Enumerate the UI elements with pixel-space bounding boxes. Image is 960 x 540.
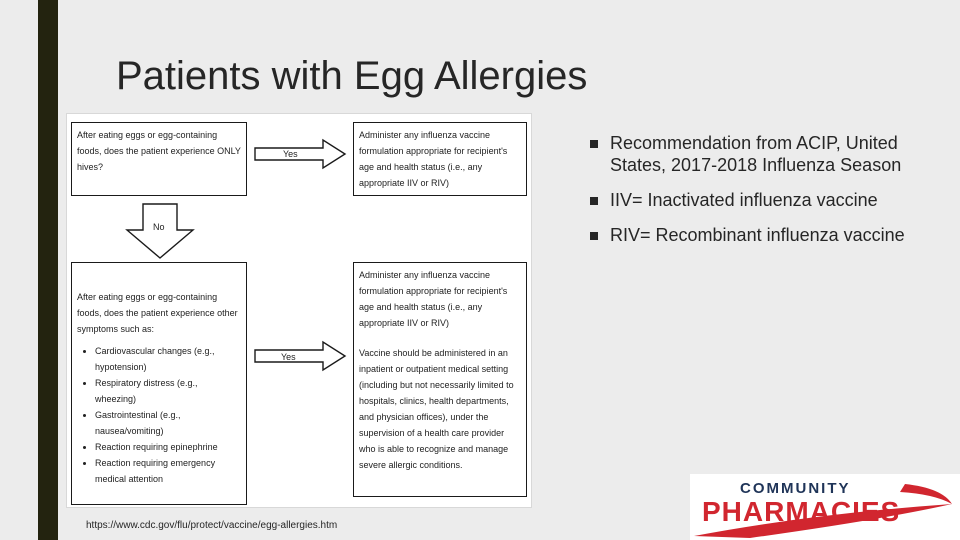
action-2-text-1: Administer any influenza vaccine formulation appropriate for recipient's age and health status (i.e., any appropriate IIV or RIV): [359, 270, 508, 328]
bullet-text: IIV= Inactivated influenza vaccine: [610, 190, 878, 210]
community-pharmacies-logo: [690, 474, 960, 540]
yes-label-1: Yes: [283, 149, 298, 159]
square-bullet-icon: [590, 232, 598, 240]
question-2-box: [71, 262, 247, 505]
symptom-item: • Reaction requiring emergency medical attention: [95, 455, 241, 487]
question-1-box: [71, 122, 247, 196]
bullet-item: [590, 224, 910, 246]
bullet-list: [590, 132, 910, 259]
flowchart: [66, 113, 532, 508]
no-label: No: [153, 222, 165, 232]
bullet-item: [590, 189, 910, 211]
logo-text-community: COMMUNITY: [740, 480, 851, 497]
question-2-text: After eating eggs or egg-containing foods, does the patient experience other symptoms such as:: [77, 292, 238, 334]
square-bullet-icon: [590, 197, 598, 205]
bullet-text: Recommendation from ACIP, United States, 2017-2018 Influenza Season: [610, 133, 902, 175]
symptom-item: • Reaction requiring epinephrine: [95, 439, 241, 455]
square-bullet-icon: [590, 140, 598, 148]
yes-label-2: Yes: [281, 352, 296, 362]
yes-arrow-1: [253, 138, 347, 170]
source-link[interactable]: https://www.cdc.gov/flu/protect/vaccine/egg-allergies.htm: [86, 520, 338, 531]
bullet-text: RIV= Recombinant influenza vaccine: [610, 225, 905, 245]
logo-text-pharmacies: PHARMACIES: [702, 496, 901, 527]
symptom-list: [77, 343, 241, 487]
action-1-box: [353, 122, 527, 196]
bullet-item: [590, 132, 910, 176]
question-1-text: After eating eggs or egg-containing foods, does the patient experience ONLY hives?: [77, 130, 241, 172]
action-2-box: [353, 262, 527, 497]
yes-arrow-2: [253, 340, 347, 372]
slide-title: Patients with Egg Allergies: [116, 54, 588, 98]
action-2-text-2: Vaccine should be administered in an inpatient or outpatient medical setting (including but not necessarily limited to hospitals, clinics, health departments, and physician offices), under the supervision of a health care provider who is able to recognize and manage severe allergic conditions.: [359, 348, 514, 470]
symptom-item: • Gastrointestinal (e.g., nausea/vomiting): [95, 407, 241, 439]
left-accent-bar: [38, 0, 58, 540]
symptom-item: • Cardiovascular changes (e.g., hypotension): [95, 343, 241, 375]
action-1-text: Administer any influenza vaccine formulation appropriate for recipient's age and health status (i.e., any appropriate IIV or RIV): [359, 130, 508, 188]
symptom-item: • Respiratory distress (e.g., wheezing): [95, 375, 241, 407]
